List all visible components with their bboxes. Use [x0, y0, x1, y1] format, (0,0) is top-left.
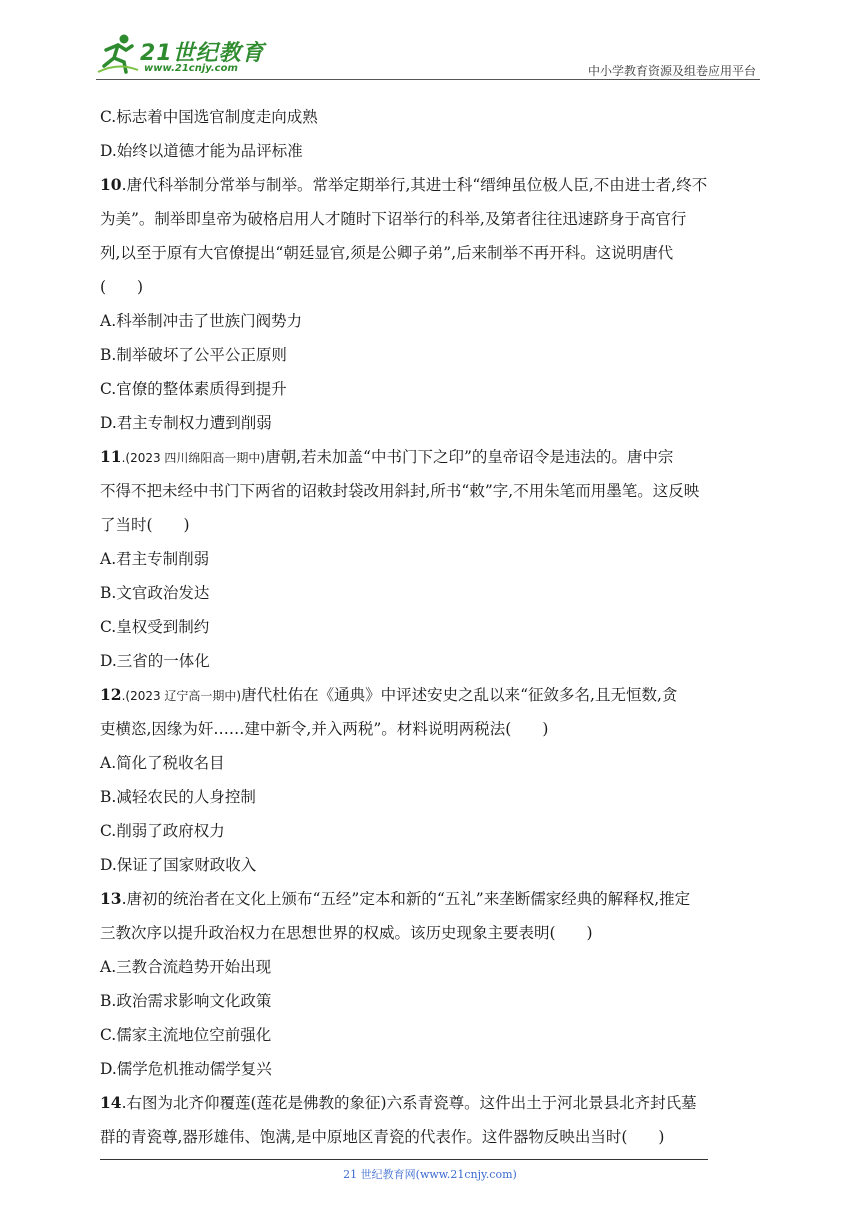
option-line: D.儒学危机推动儒学复兴 — [100, 1060, 272, 1078]
question-line: 了当时( ) — [100, 516, 190, 534]
question-number: 13 — [100, 889, 122, 908]
question-text: .右图为北齐仰覆莲(莲花是佛教的象征)六系青瓷尊。这件出土于河北景县北齐封氏墓 — [121, 1094, 697, 1112]
question-number: 10 — [100, 175, 122, 194]
question-line: 为美”。制举即皇帝为破格启用人才随时下诏举行的科举,及第者往往迅速跻身于高官行 — [100, 210, 687, 228]
header-divider — [96, 79, 760, 80]
question-number: 12 — [100, 685, 122, 704]
question-line — [100, 440, 764, 474]
option-line: A.简化了税收名目 — [100, 754, 225, 772]
question-line — [100, 678, 764, 712]
question-number: 14 — [100, 1093, 122, 1112]
option-line: C.皇权受到制约 — [100, 618, 210, 636]
site-logo[interactable] — [96, 32, 266, 76]
answer-blank: ( ) — [100, 278, 144, 296]
option-line: A.科举制冲击了世族门阀势力 — [100, 312, 303, 330]
option-line: C.标志着中国选官制度走向成熟 — [100, 108, 318, 126]
option-line: B.政治需求影响文化政策 — [100, 992, 272, 1010]
question-line — [100, 882, 764, 916]
footer-divider — [100, 1159, 708, 1160]
question-source: .(2023 辽宁高一期中) — [121, 689, 242, 703]
question-text: 唐代杜佑在《通典》中评述安史之乱以来“征敛多名,且无恒数,贪 — [241, 686, 678, 704]
question-text: 唐朝,若未加盖“中书门下之印”的皇帝诏令是违法的。唐中宗 — [265, 448, 674, 466]
option-line: C.削弱了政府权力 — [100, 822, 225, 840]
option-line: C.儒家主流地位空前强化 — [100, 1026, 272, 1044]
option-line: A.君主专制削弱 — [100, 550, 210, 568]
page-footer[interactable]: 21 世纪教育网(www.21cnjy.com) — [343, 1168, 517, 1181]
logo-title: 21世纪教育 — [140, 41, 265, 66]
question-line: 列,以至于原有大官僚提出“朝廷显官,须是公卿子弟”,后来制举不再开科。这说明唐代 — [100, 244, 674, 262]
option-line: D.君主专制权力遭到削弱 — [100, 414, 272, 432]
option-line: B.制举破坏了公平公正原则 — [100, 346, 287, 364]
question-line — [100, 168, 764, 202]
question-line — [100, 1086, 764, 1120]
option-line: D.保证了国家财政收入 — [100, 856, 257, 874]
question-line: 不得不把未经中书门下两省的诏敕封袋改用斜封,所书“敕”字,不用朱笔而用墨笔。这反映 — [100, 482, 700, 500]
question-content — [100, 100, 764, 1154]
question-line: 群的青瓷尊,器形雄伟、饱满,是中原地区青瓷的代表作。这件器物反映出当时( ) — [100, 1128, 665, 1146]
platform-title: 中小学教育资源及组卷应用平台 — [587, 64, 756, 78]
page-header — [96, 30, 760, 80]
option-line: B.减轻农民的人身控制 — [100, 788, 256, 806]
question-line: 吏横恣,因缘为奸……建中新令,并入两税”。材料说明两税法( ) — [100, 720, 549, 738]
logo-url: www.21cnjy.com — [144, 63, 238, 74]
option-line: D.三省的一体化 — [100, 652, 210, 670]
question-text: .唐代科举制分常举与制举。常举定期举行,其进士科“缙绅虽位极人臣,不由进士者,终不 — [121, 176, 708, 194]
question-text: .唐初的统治者在文化上颁布“五经”定本和新的“五礼”来垄断儒家经典的解释权,推定 — [121, 890, 691, 908]
runner-logo-icon — [96, 32, 140, 76]
option-line: C.官僚的整体素质得到提升 — [100, 380, 287, 398]
option-line: A.三教合流趋势开始出现 — [100, 958, 272, 976]
option-line: D.始终以道德才能为品评标准 — [100, 142, 303, 160]
question-number: 11 — [100, 447, 122, 466]
question-line: 三教次序以提升政治权力在思想世界的权威。该历史现象主要表明( ) — [100, 924, 593, 942]
question-source: .(2023 四川绵阳高一期中) — [121, 451, 266, 465]
option-line: B.文官政治发达 — [100, 584, 210, 602]
